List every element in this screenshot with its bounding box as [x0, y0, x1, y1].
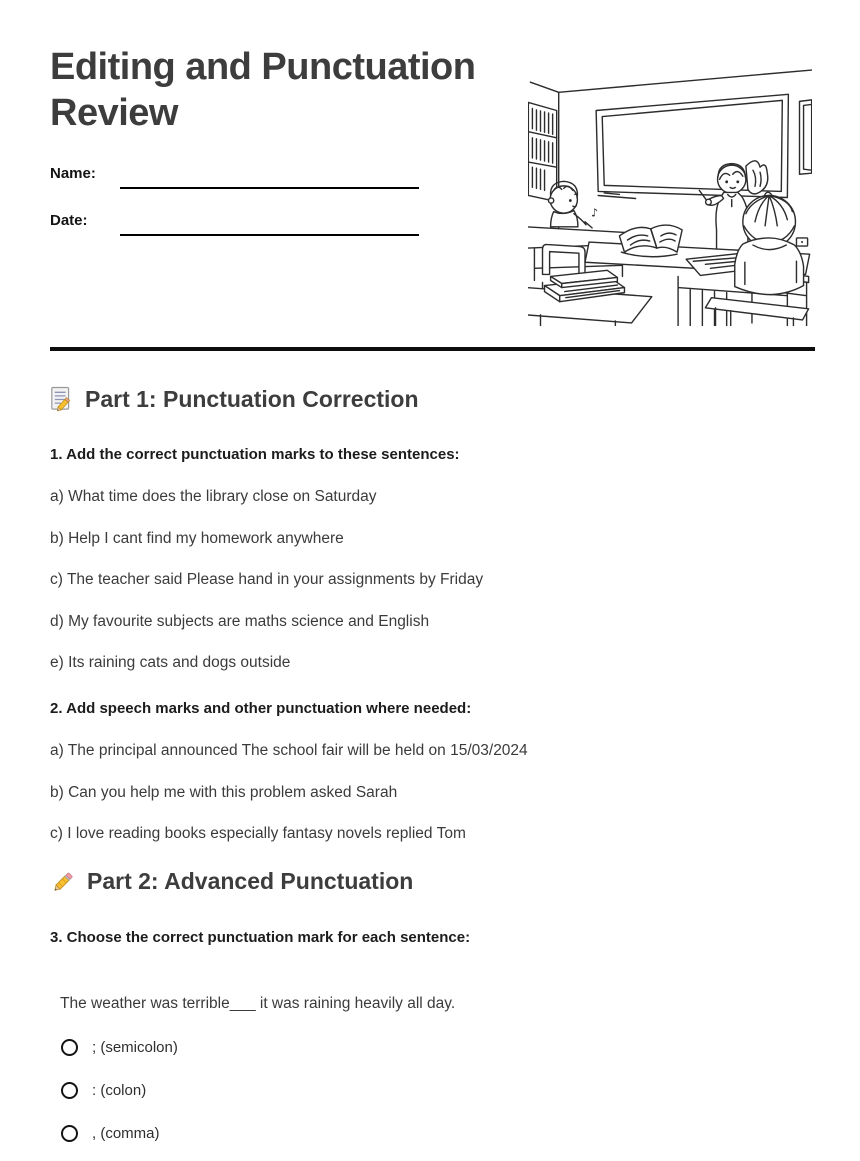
- part1-title: Part 1: Punctuation Correction: [85, 386, 419, 412]
- section-divider: [50, 347, 815, 351]
- part1-heading: [50, 386, 419, 413]
- part2-title: Part 2: Advanced Punctuation: [87, 868, 414, 894]
- radio-button[interactable]: [61, 1039, 78, 1056]
- question3-prompt: 3. Choose the correct punctuation mark for each sentence:: [50, 929, 471, 946]
- question2-prompt: 2. Add speech marks and other punctuation where needed:: [50, 700, 472, 717]
- q1-item-c: c) The teacher said Please hand in your assignments by Friday: [50, 571, 484, 588]
- q3-sentence: The weather was terrible___ it was raining heavily all day.: [60, 995, 456, 1012]
- pencil-icon: [50, 869, 76, 895]
- name-row: [50, 165, 96, 195]
- date-row: [50, 212, 88, 242]
- radio-option-label: , (comma): [92, 1124, 160, 1142]
- radio-option-label: : (colon): [92, 1081, 147, 1099]
- svg-text:♪: ♪: [591, 206, 599, 220]
- classroom-line-art-svg: [528, 68, 812, 326]
- radio-button[interactable]: [61, 1125, 78, 1142]
- page-title-line2: Review: [50, 92, 178, 134]
- memo-icon: [50, 386, 74, 413]
- q1-item-e: e) Its raining cats and dogs outside: [50, 654, 291, 671]
- q1-item-a: a) What time does the library close on Saturday: [50, 488, 377, 505]
- q2-item-b: b) Can you help me with this problem asked Sarah: [50, 783, 398, 801]
- radio-option-colon[interactable]: [61, 1078, 146, 1102]
- q1-item-d: d) My favourite subjects are maths science and English: [50, 612, 430, 630]
- classroom-illustration: [528, 68, 812, 326]
- part2-heading: [50, 868, 413, 895]
- page-title: [50, 44, 570, 136]
- page-title-line1: Editing and Punctuation: [50, 46, 476, 88]
- date-label: Date:: [50, 212, 88, 229]
- radio-option-semicolon[interactable]: [61, 1035, 178, 1059]
- date-input-line[interactable]: [120, 234, 419, 236]
- radio-option-label: ; (semicolon): [92, 1038, 178, 1056]
- q2-item-a: a) The principal announced The school fair will be held on 15/03/2024: [50, 742, 528, 759]
- q2-item-c: c) I love reading books especially fantasy novels replied Tom: [50, 825, 466, 842]
- q1-item-b: b) Help I cant find my homework anywhere: [50, 529, 344, 547]
- radio-option-comma[interactable]: [61, 1121, 160, 1145]
- question1-prompt: 1. Add the correct punctuation marks to these sentences:: [50, 446, 460, 463]
- name-label: Name:: [50, 165, 96, 182]
- name-input-line[interactable]: [120, 187, 419, 189]
- radio-button[interactable]: [61, 1082, 78, 1099]
